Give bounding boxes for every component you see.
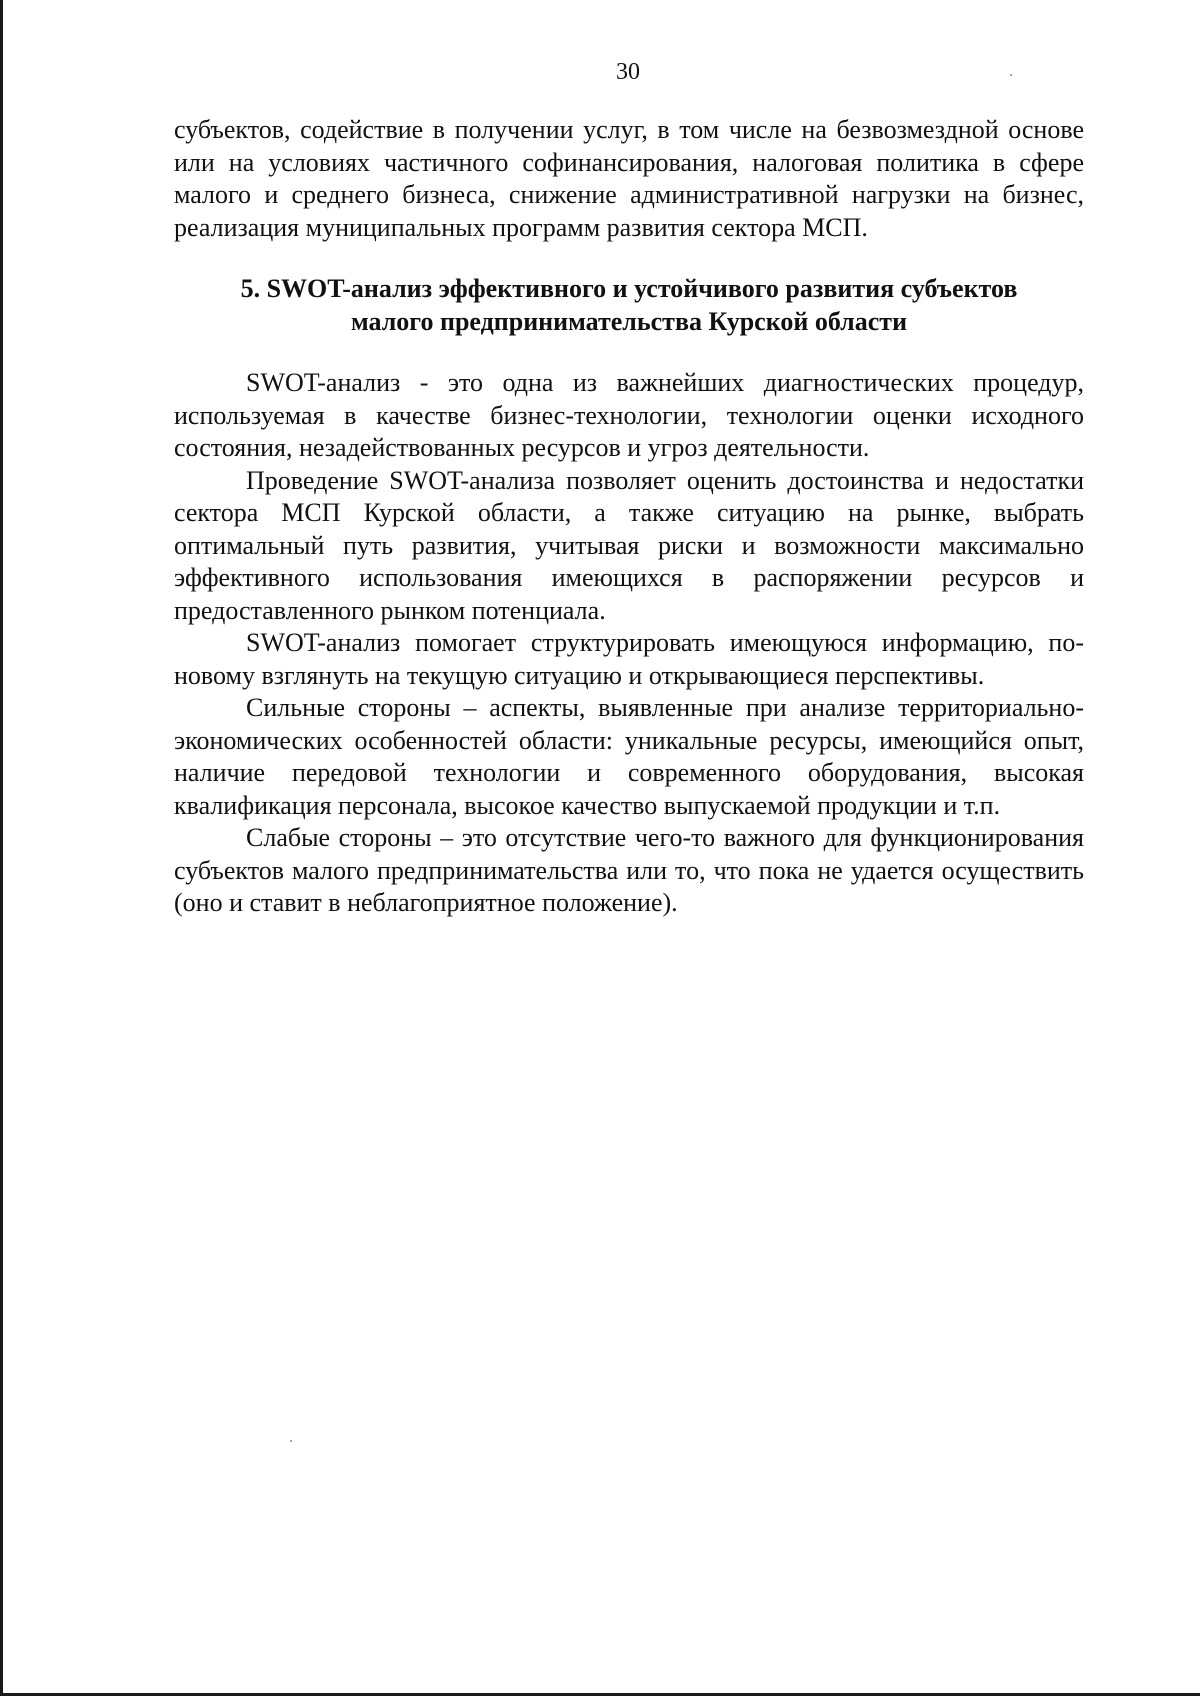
paragraph-weaknesses: Слабые стороны – это отсутствие чего-то важного для функционирования субъектов малого предпринимательства или то, что пока не удается осуществить (оно и ставит в неблагоприятное положение). <box>174 823 1084 917</box>
section-heading-line-2: малого предпринимательства Курской области <box>350 306 908 336</box>
scan-speck <box>290 1440 292 1442</box>
document-body <box>174 114 1084 920</box>
intro-paragraph: субъектов, содействие в получении услуг, в том числе на безвозмездной основе или на условиях частичного софинансирования, налоговая политика в сфере малого и среднего бизнеса, снижение административной нагрузки на бизнес, реализация муниципальных программ развития сектора МСП. <box>174 115 1084 242</box>
paragraph-strengths: Сильные стороны – аспекты, выявленные при анализе территориально-экономических особенностей области: уникальные ресурсы, имеющийся опыт, наличие передовой технологии и современного оборудования, высокая квалификация персонала, высокое качество выпускаемой продукции и т.п. <box>174 693 1084 820</box>
paragraph-swot-definition: SWOT-анализ - это одна из важнейших диагностических процедур, используемая в качестве бизнес-технологии, технологии оценки исходного состояния, незадействованных ресурсов и угроз деятельности. <box>174 368 1084 462</box>
section-heading <box>174 273 1084 338</box>
section-heading-line-1: 5. SWOT-анализ эффективного и устойчивого развития субъектов <box>240 274 1018 303</box>
page-number: 30 <box>616 59 640 85</box>
paragraph-swot-purpose: Проведение SWOT-анализа позволяет оценить достоинства и недостатки сектора МСП Курской области, а также ситуацию на рынке, выбрать оптимальный путь развития, учитывая риски и возможности максимально эффективного использования имеющихся в распоряжении ресурсов и предоставленного рынком потенциала. <box>174 465 1084 625</box>
scan-border-left <box>0 0 3 1696</box>
paragraph-swot-structuring: SWOT-анализ помогает структурировать имеющуюся информацию, по-новому взглянуть на текущую ситуацию и открывающиеся перспективы. <box>174 628 1084 690</box>
